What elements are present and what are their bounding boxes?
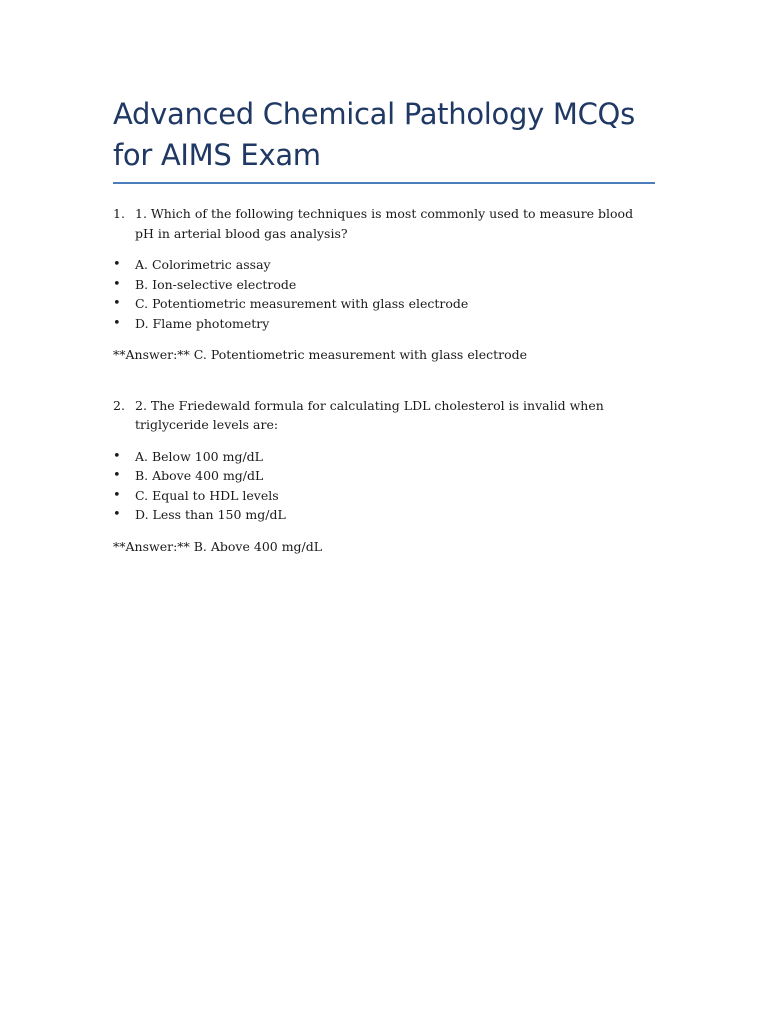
question-2 bbox=[113, 396, 655, 435]
options-list bbox=[113, 447, 655, 525]
option-item bbox=[113, 486, 655, 506]
options-list bbox=[113, 255, 655, 333]
option-item bbox=[113, 314, 655, 334]
question-1 bbox=[113, 204, 655, 243]
bullet-icon: • bbox=[113, 276, 121, 292]
question-text: 1. Which of the following techniques is most commonly used to measure blood pH in arterial blood gas analysis? bbox=[135, 206, 634, 241]
question-text: 2. The Friedewald formula for calculating LDL cholesterol is invalid when triglyceride levels are: bbox=[135, 397, 604, 432]
question-number: 2. bbox=[113, 397, 125, 413]
question-block-1 bbox=[113, 204, 655, 365]
document-title: Advanced Chemical Pathology MCQs for AIMS Exam bbox=[113, 97, 635, 172]
option-text: A. Colorimetric assay bbox=[135, 257, 271, 272]
bullet-icon: • bbox=[113, 296, 121, 311]
option-item bbox=[113, 255, 655, 275]
question-block-2 bbox=[113, 396, 655, 557]
bullet-icon: • bbox=[113, 448, 121, 464]
bullet-icon: • bbox=[113, 468, 121, 483]
document-page bbox=[113, 94, 655, 556]
bullet-icon: • bbox=[113, 315, 121, 331]
option-text: D. Less than 150 mg/dL bbox=[135, 507, 286, 522]
answer-text: **Answer:** C. Potentiometric measurement with glass electrode bbox=[113, 347, 528, 362]
option-item bbox=[113, 505, 655, 525]
answer-text: **Answer:** B. Above 400 mg/dL bbox=[113, 538, 323, 554]
option-item bbox=[113, 466, 655, 486]
option-item bbox=[113, 294, 655, 314]
bullet-icon: • bbox=[113, 507, 121, 522]
option-item bbox=[113, 447, 655, 467]
option-text: B. Ion-selective electrode bbox=[135, 276, 297, 292]
title-underline bbox=[113, 182, 655, 184]
bullet-icon: • bbox=[113, 257, 121, 272]
bullet-icon: • bbox=[113, 487, 121, 503]
option-text: B. Above 400 mg/dL bbox=[135, 468, 264, 483]
option-text: C. Equal to HDL levels bbox=[135, 487, 279, 503]
option-item bbox=[113, 275, 655, 295]
option-text: D. Flame photometry bbox=[135, 315, 270, 331]
question-number: 1. bbox=[113, 206, 125, 221]
option-text: A. Below 100 mg/dL bbox=[135, 448, 263, 464]
option-text: C. Potentiometric measurement with glass electrode bbox=[135, 296, 469, 311]
